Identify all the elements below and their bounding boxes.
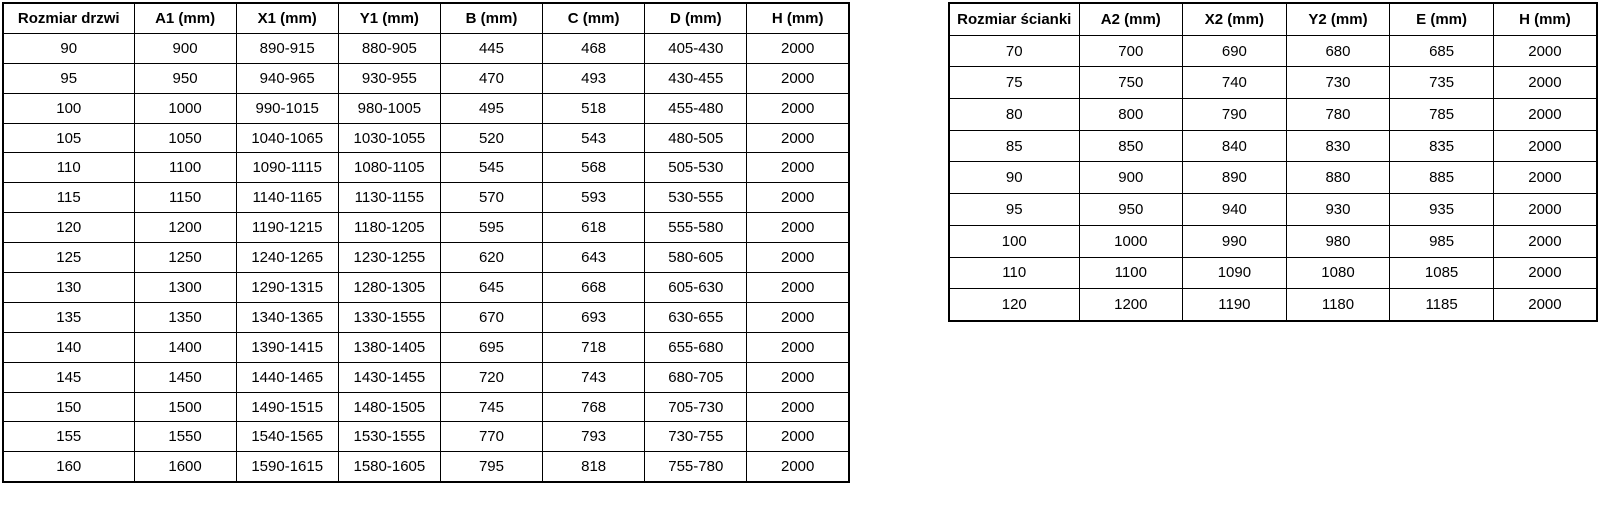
table-cell: 800 xyxy=(1079,99,1183,131)
table-cell: 990 xyxy=(1183,225,1287,257)
table-cell: 730 xyxy=(1286,67,1390,99)
table-cell: 850 xyxy=(1079,130,1183,162)
table-cell: 750 xyxy=(1079,67,1183,99)
table-cell: 755-780 xyxy=(645,452,747,482)
door-size-table xyxy=(2,2,850,483)
table-cell: 543 xyxy=(543,123,645,153)
table-row xyxy=(3,183,849,213)
table-cell: 95 xyxy=(3,63,134,93)
table-cell: 2000 xyxy=(747,33,849,63)
table-row xyxy=(3,33,849,63)
table-cell: 900 xyxy=(1079,162,1183,194)
table-cell: 1085 xyxy=(1390,257,1494,289)
table-row xyxy=(3,452,849,482)
table-cell: 718 xyxy=(543,332,645,362)
table-row xyxy=(949,225,1597,257)
table-cell: 1180 xyxy=(1286,289,1390,321)
table-cell: 2000 xyxy=(747,63,849,93)
table-cell: 1150 xyxy=(134,183,236,213)
table-cell: 1590-1615 xyxy=(236,452,338,482)
table-cell: 145 xyxy=(3,362,134,392)
table-cell: 768 xyxy=(543,392,645,422)
table-cell: 690 xyxy=(1183,35,1287,67)
table-cell: 2000 xyxy=(1493,99,1597,131)
table-cell: 2000 xyxy=(747,153,849,183)
table-cell: 940 xyxy=(1183,194,1287,226)
table-cell: 1330-1555 xyxy=(338,302,440,332)
table-cell: 1185 xyxy=(1390,289,1494,321)
table-cell: 140 xyxy=(3,332,134,362)
table-cell: 110 xyxy=(3,153,134,183)
table-cell: 1130-1155 xyxy=(338,183,440,213)
table-cell: 880 xyxy=(1286,162,1390,194)
table-row xyxy=(3,153,849,183)
table-cell: 880-905 xyxy=(338,33,440,63)
table-cell: 980-1005 xyxy=(338,93,440,123)
table-cell: 1080 xyxy=(1286,257,1390,289)
table-cell: 75 xyxy=(949,67,1079,99)
table-cell: 685 xyxy=(1390,35,1494,67)
table-cell: 518 xyxy=(543,93,645,123)
table-cell: 705-730 xyxy=(645,392,747,422)
table-cell: 950 xyxy=(134,63,236,93)
table-cell: 2000 xyxy=(1493,67,1597,99)
table-cell: 468 xyxy=(543,33,645,63)
table-row xyxy=(949,194,1597,226)
table-cell: 2000 xyxy=(1493,289,1597,321)
table-cell: 655-680 xyxy=(645,332,747,362)
table-cell: 2000 xyxy=(747,452,849,482)
table-cell: 695 xyxy=(440,332,542,362)
table-cell: 743 xyxy=(543,362,645,392)
column-header: C (mm) xyxy=(543,3,645,33)
table-cell: 1290-1315 xyxy=(236,273,338,303)
table-cell: 100 xyxy=(949,225,1079,257)
table-cell: 1350 xyxy=(134,302,236,332)
table-cell: 520 xyxy=(440,123,542,153)
table-cell: 2000 xyxy=(747,183,849,213)
table-row xyxy=(3,392,849,422)
table-cell: 430-455 xyxy=(645,63,747,93)
table-cell: 1190-1215 xyxy=(236,213,338,243)
column-header: H (mm) xyxy=(747,3,849,33)
table-cell: 1250 xyxy=(134,243,236,273)
table-cell: 2000 xyxy=(1493,162,1597,194)
table-cell: 405-430 xyxy=(645,33,747,63)
table-cell: 785 xyxy=(1390,99,1494,131)
table-cell: 2000 xyxy=(747,213,849,243)
table-cell: 620 xyxy=(440,243,542,273)
table-cell: 595 xyxy=(440,213,542,243)
table-cell: 1080-1105 xyxy=(338,153,440,183)
table-cell: 2000 xyxy=(747,392,849,422)
table-cell: 780 xyxy=(1286,99,1390,131)
table-cell: 493 xyxy=(543,63,645,93)
table-cell: 1090-1115 xyxy=(236,153,338,183)
table-cell: 568 xyxy=(543,153,645,183)
table-cell: 1200 xyxy=(1079,289,1183,321)
table-cell: 445 xyxy=(440,33,542,63)
table-cell: 1280-1305 xyxy=(338,273,440,303)
table-cell: 1140-1165 xyxy=(236,183,338,213)
table-cell: 1090 xyxy=(1183,257,1287,289)
table-cell: 2000 xyxy=(1493,225,1597,257)
table-cell: 1480-1505 xyxy=(338,392,440,422)
table-cell: 1230-1255 xyxy=(338,243,440,273)
table-cell: 930 xyxy=(1286,194,1390,226)
table-cell: 2000 xyxy=(747,123,849,153)
table-cell: 555-580 xyxy=(645,213,747,243)
table-cell: 2000 xyxy=(747,93,849,123)
table-cell: 720 xyxy=(440,362,542,392)
table-cell: 680-705 xyxy=(645,362,747,392)
table-cell: 135 xyxy=(3,302,134,332)
table-cell: 885 xyxy=(1390,162,1494,194)
table-cell: 160 xyxy=(3,452,134,482)
table-cell: 2000 xyxy=(747,273,849,303)
column-header: A2 (mm) xyxy=(1079,3,1183,35)
table-cell: 990-1015 xyxy=(236,93,338,123)
column-header: E (mm) xyxy=(1390,3,1494,35)
column-header: X1 (mm) xyxy=(236,3,338,33)
column-header: Y1 (mm) xyxy=(338,3,440,33)
table-cell: 1050 xyxy=(134,123,236,153)
table-cell: 730-755 xyxy=(645,422,747,452)
table-cell: 1490-1515 xyxy=(236,392,338,422)
table-cell: 680 xyxy=(1286,35,1390,67)
table-cell: 70 xyxy=(949,35,1079,67)
table-cell: 745 xyxy=(440,392,542,422)
table-cell: 1100 xyxy=(134,153,236,183)
table-cell: 980 xyxy=(1286,225,1390,257)
table-cell: 793 xyxy=(543,422,645,452)
table-cell: 985 xyxy=(1390,225,1494,257)
table-row xyxy=(3,63,849,93)
table-cell: 605-630 xyxy=(645,273,747,303)
table-cell: 480-505 xyxy=(645,123,747,153)
table-cell: 1440-1465 xyxy=(236,362,338,392)
table-row xyxy=(949,35,1597,67)
table-cell: 818 xyxy=(543,452,645,482)
table-cell: 130 xyxy=(3,273,134,303)
column-header: Y2 (mm) xyxy=(1286,3,1390,35)
table-row xyxy=(949,289,1597,321)
table-cell: 2000 xyxy=(747,362,849,392)
table-cell: 1580-1605 xyxy=(338,452,440,482)
table-cell: 593 xyxy=(543,183,645,213)
table-cell: 693 xyxy=(543,302,645,332)
table-row xyxy=(949,162,1597,194)
table-cell: 770 xyxy=(440,422,542,452)
column-header: B (mm) xyxy=(440,3,542,33)
table-cell: 90 xyxy=(3,33,134,63)
column-header: H (mm) xyxy=(1493,3,1597,35)
table-cell: 1030-1055 xyxy=(338,123,440,153)
wall-size-table xyxy=(948,2,1598,322)
table-cell: 2000 xyxy=(747,332,849,362)
table-cell: 1540-1565 xyxy=(236,422,338,452)
table-cell: 1400 xyxy=(134,332,236,362)
table-row xyxy=(3,332,849,362)
table-cell: 100 xyxy=(3,93,134,123)
table-row xyxy=(3,123,849,153)
table-cell: 150 xyxy=(3,392,134,422)
table-cell: 155 xyxy=(3,422,134,452)
table-cell: 1300 xyxy=(134,273,236,303)
table-cell: 940-965 xyxy=(236,63,338,93)
table-cell: 505-530 xyxy=(645,153,747,183)
table-cell: 120 xyxy=(949,289,1079,321)
table-row xyxy=(949,130,1597,162)
table-cell: 1190 xyxy=(1183,289,1287,321)
table-row xyxy=(3,93,849,123)
table-cell: 580-605 xyxy=(645,243,747,273)
table-cell: 85 xyxy=(949,130,1079,162)
table-cell: 115 xyxy=(3,183,134,213)
column-header: Rozmiar drzwi xyxy=(3,3,134,33)
table-cell: 110 xyxy=(949,257,1079,289)
table-cell: 1240-1265 xyxy=(236,243,338,273)
table-cell: 495 xyxy=(440,93,542,123)
table-cell: 95 xyxy=(949,194,1079,226)
table-cell: 455-480 xyxy=(645,93,747,123)
column-header: A1 (mm) xyxy=(134,3,236,33)
table-row xyxy=(3,422,849,452)
table-cell: 105 xyxy=(3,123,134,153)
table-row xyxy=(3,213,849,243)
table-cell: 835 xyxy=(1390,130,1494,162)
table-cell: 1430-1455 xyxy=(338,362,440,392)
table-row xyxy=(949,67,1597,99)
table-cell: 790 xyxy=(1183,99,1287,131)
table-cell: 643 xyxy=(543,243,645,273)
table-cell: 1380-1405 xyxy=(338,332,440,362)
table-cell: 530-555 xyxy=(645,183,747,213)
table-cell: 645 xyxy=(440,273,542,303)
table-cell: 740 xyxy=(1183,67,1287,99)
table-row xyxy=(3,243,849,273)
table-cell: 735 xyxy=(1390,67,1494,99)
table-cell: 2000 xyxy=(1493,130,1597,162)
table-cell: 668 xyxy=(543,273,645,303)
table-row xyxy=(949,99,1597,131)
table-cell: 700 xyxy=(1079,35,1183,67)
table-cell: 890 xyxy=(1183,162,1287,194)
table-cell: 2000 xyxy=(747,302,849,332)
table-cell: 80 xyxy=(949,99,1079,131)
column-header: D (mm) xyxy=(645,3,747,33)
table-cell: 1390-1415 xyxy=(236,332,338,362)
table-cell: 630-655 xyxy=(645,302,747,332)
table-cell: 1000 xyxy=(134,93,236,123)
table-row xyxy=(3,302,849,332)
table-cell: 830 xyxy=(1286,130,1390,162)
table-cell: 1600 xyxy=(134,452,236,482)
table-cell: 2000 xyxy=(1493,194,1597,226)
table-cell: 950 xyxy=(1079,194,1183,226)
table-cell: 125 xyxy=(3,243,134,273)
table-cell: 618 xyxy=(543,213,645,243)
table-cell: 1000 xyxy=(1079,225,1183,257)
table-cell: 1450 xyxy=(134,362,236,392)
table-cell: 935 xyxy=(1390,194,1494,226)
table-cell: 1180-1205 xyxy=(338,213,440,243)
table-cell: 930-955 xyxy=(338,63,440,93)
table-row xyxy=(949,257,1597,289)
table-cell: 1200 xyxy=(134,213,236,243)
table-cell: 670 xyxy=(440,302,542,332)
table-row xyxy=(3,362,849,392)
table-cell: 795 xyxy=(440,452,542,482)
table-cell: 545 xyxy=(440,153,542,183)
table-cell: 120 xyxy=(3,213,134,243)
column-header: Rozmiar ścianki xyxy=(949,3,1079,35)
table-cell: 2000 xyxy=(747,243,849,273)
header-row xyxy=(3,3,849,33)
table-cell: 1100 xyxy=(1079,257,1183,289)
table-cell: 890-915 xyxy=(236,33,338,63)
table-cell: 2000 xyxy=(747,422,849,452)
table-cell: 840 xyxy=(1183,130,1287,162)
table-row xyxy=(3,273,849,303)
table-cell: 1500 xyxy=(134,392,236,422)
table-cell: 1530-1555 xyxy=(338,422,440,452)
table-cell: 1550 xyxy=(134,422,236,452)
table-cell: 470 xyxy=(440,63,542,93)
table-cell: 2000 xyxy=(1493,35,1597,67)
table-cell: 570 xyxy=(440,183,542,213)
header-row xyxy=(949,3,1597,35)
table-cell: 1040-1065 xyxy=(236,123,338,153)
table-cell: 1340-1365 xyxy=(236,302,338,332)
table-cell: 2000 xyxy=(1493,257,1597,289)
column-header: X2 (mm) xyxy=(1183,3,1287,35)
table-cell: 900 xyxy=(134,33,236,63)
table-cell: 90 xyxy=(949,162,1079,194)
